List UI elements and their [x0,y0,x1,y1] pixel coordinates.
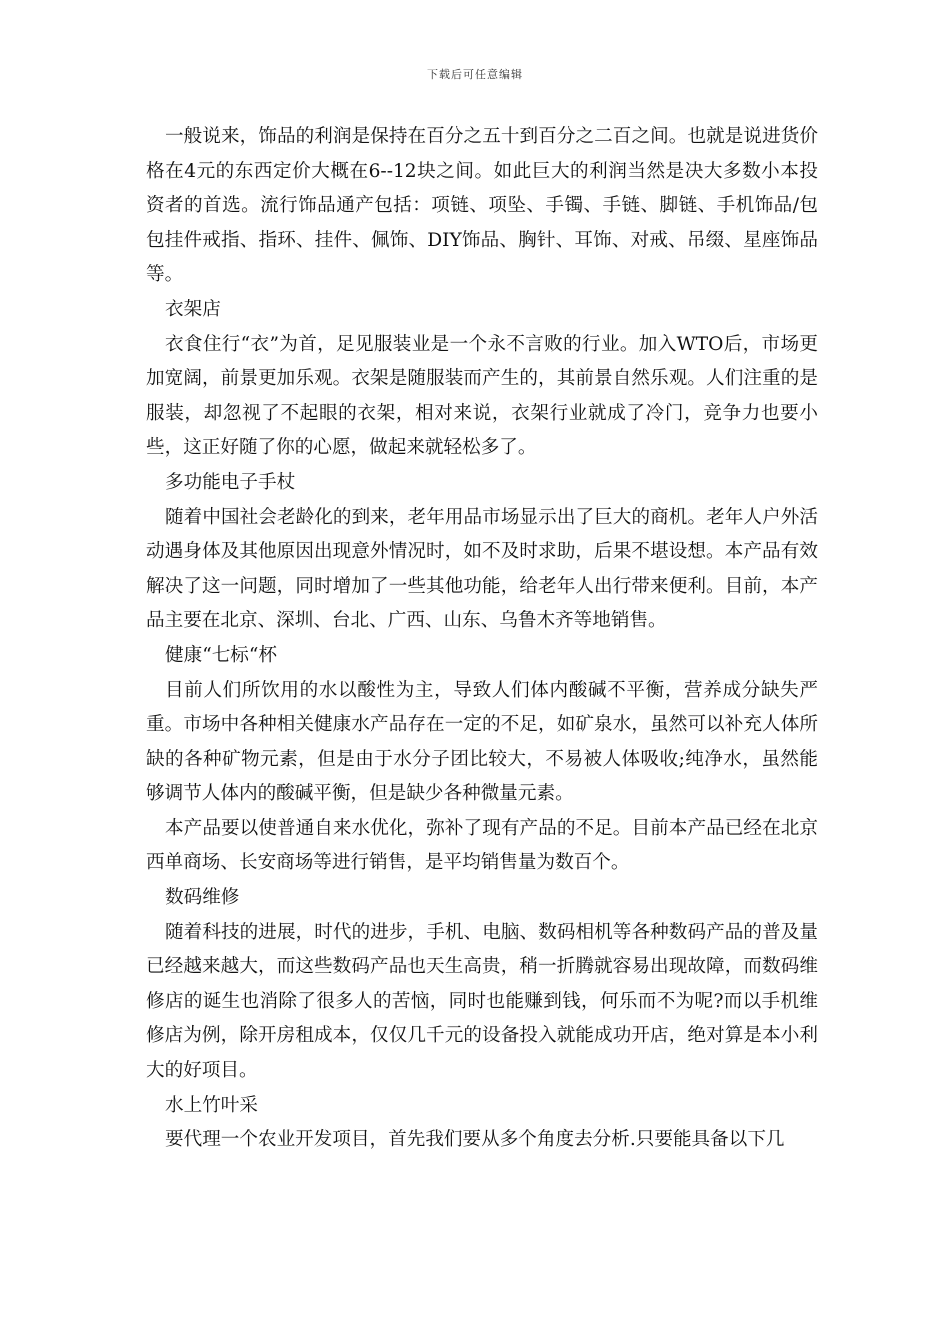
document-body [146,120,818,1158]
paragraph-accessories-profit: 一般说来，饰品的利润是保持在百分之五十到百分之二百之间。也就是说进货价格在4元的东西定价大概在6--12块之间。如此巨大的利润当然是决大多数小本投资者的首选。流行饰品通产包括：项链、项坠、手镯、手链、脚链、手机饰品/包包挂件戒指、指环、挂件、佩饰、DIY饰品、胸针、耳饰、对戒、吊缀、星座饰品等。 [146,126,818,286]
section-heading-electronic-cane: 多功能电子手杖 [165,471,296,493]
page-header: 下载后可任意编辑 [427,68,523,81]
section-heading-hanger-shop: 衣架店 [165,298,221,320]
section-heading-health-cup: 健康“七标“杯 [165,644,277,666]
section-heading-bamboo-leaf: 水上竹叶采 [165,1094,258,1116]
paragraph-bamboo-leaf: 要代理一个农业开发项目，首先我们要从多个角度去分析.只要能具备以下几 [165,1129,785,1151]
section-heading-digital-repair: 数码维修 [165,887,240,909]
paragraph-hanger-shop: 衣食住行“衣”为首，足见服装业是一个永不言败的行业。加入WTO后，市场更加宽阔，前景更加乐观。衣架是随服装而产生的，其前景自然乐观。人们注重的是服装，却忽视了不起眼的衣架，相对来说，衣架行业就成了冷门，竞争力也要小些，这正好随了你的心愿，做起来就轻松多了。 [146,333,818,459]
paragraph-electronic-cane: 随着中国社会老龄化的到来，老年用品市场显示出了巨大的商机。老年人户外活动遇身体及其他原因出现意外情况时，如不及时求助，后果不堪设想。本产品有效解决了这一问题，同时增加了一些其他功能，给老年人出行带来便利。目前，本产品主要在北京、深圳、台北、广西、山东、乌鲁木齐等地销售。 [146,506,818,632]
paragraph-health-cup-1: 目前人们所饮用的水以酸性为主，导致人们体内酸碱不平衡，营养成分缺失严重。市场中各种相关健康水产品存在一定的不足，如矿泉水，虽然可以补充人体所缺的各种矿物元素，但是由于水分子团比较大，不易被人体吸收;纯净水，虽然能够调节人体内的酸碱平衡，但是缺少各种微量元素。 [146,679,818,805]
paragraph-health-cup-2: 本产品要以使普通自来水优化，弥补了现有产品的不足。目前本产品已经在北京西单商场、长安商场等进行销售，是平均销售量为数百个。 [146,817,818,874]
paragraph-digital-repair: 随着科技的进展，时代的进步，手机、电脑、数码相机等各种数码产品的普及量已经越来越大，而这些数码产品也天生高贵，稍一折腾就容易出现故障，而数码维修店的诞生也消除了很多人的苦恼，同时也能赚到钱，何乐而不为呢?而以手机维修店为例，除开房租成本，仅仅几千元的设备投入就能成功开店，绝对算是本小利大的好项目。 [146,921,818,1082]
